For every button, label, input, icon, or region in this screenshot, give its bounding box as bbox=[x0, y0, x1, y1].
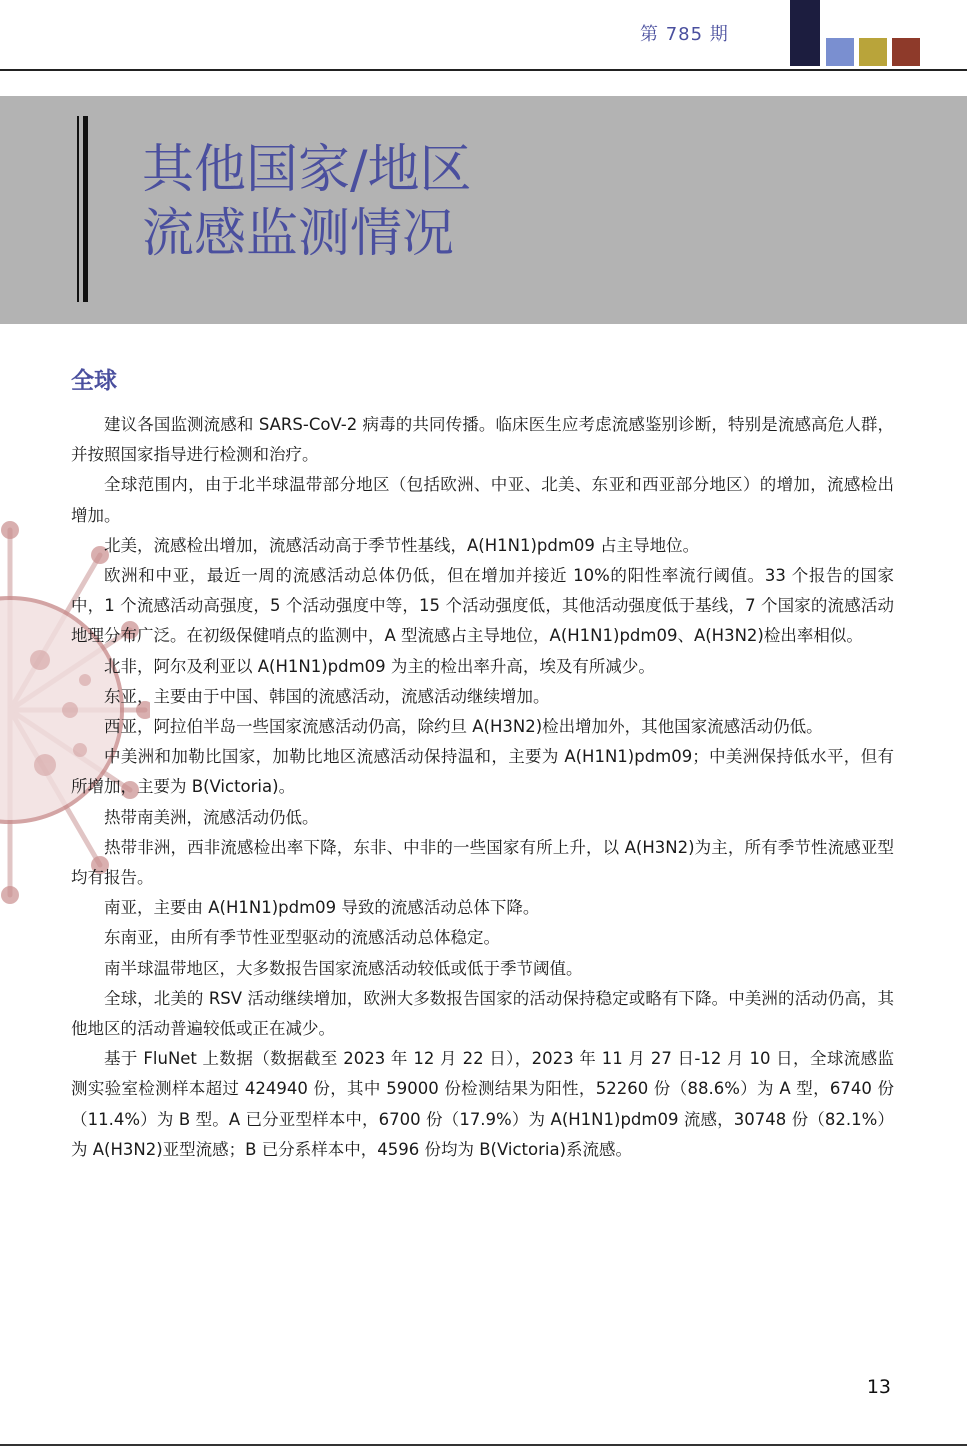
section-heading-global: 全球 bbox=[71, 368, 117, 394]
paragraph: 热带非洲，西非流感检出率下降，东非、中非的一些国家有所上升，以 A(H3N2)为主，所有季节性流感亚型均有报告。 bbox=[71, 837, 894, 888]
paragraph: 北美，流感检出增加，流感活动高于季节性基线，A(H1N1)pdm09 占主导地位。 bbox=[104, 535, 700, 555]
paragraph: 基于 FluNet 上数据（数据截至 2023 年 12 月 22 日），2023 年 11 月 27 日-12 月 10 日，全球流感监测实验室检测样本超过 424940 份，其中 59000 份检测结果为阳性，52260 份（88.6%）为 A 型，6740 份（11.4%）为 B 型。A 已分亚型样本中，6700 份（17.9%）为 A(H1N1)pdm09 流感，30748 份（82.1%）为 A(H3N2)亚型流感；B 已分系样本中，4596 份均为 B(Victoria)系流感。 bbox=[71, 1049, 894, 1159]
issue-number: 第 785 期 bbox=[640, 24, 729, 45]
paragraph: 全球，北美的 RSV 活动继续增加，欧洲大多数报告国家的活动保持稳定或略有下降。中美洲的活动仍高，其他地区的活动普遍较低或正在减少。 bbox=[71, 988, 894, 1039]
paragraph: 南半球温带地区，大多数报告国家流感活动较低或低于季节阈值。 bbox=[104, 958, 583, 978]
banner-accent-bar-thin bbox=[77, 116, 79, 302]
paragraph: 西亚，阿拉伯半岛一些国家流感活动仍高，除约旦 A(H3N2)检出增加外，其他国家流感活动仍低。 bbox=[104, 717, 823, 737]
paragraph: 建议各国监测流感和 SARS-CoV-2 病毒的共同传播。临床医生应考虑流感鉴别诊断，特别是流感高危人群，并按照国家指导进行检测和治疗。 bbox=[71, 415, 894, 465]
header-color-block-navy bbox=[790, 0, 820, 66]
title-banner bbox=[0, 96, 967, 324]
footer-divider bbox=[0, 1444, 967, 1446]
page-number: 13 bbox=[866, 1376, 891, 1398]
header-color-block-rust bbox=[892, 38, 920, 66]
paragraph: 中美洲和加勒比国家，加勒比地区流感活动保持温和，主要为 A(H1N1)pdm09；中美洲保持低水平，但有所增加，主要为 B(Victoria)。 bbox=[71, 747, 894, 797]
header-divider bbox=[0, 69, 967, 71]
article-body bbox=[71, 410, 894, 1165]
paragraph: 热带南美洲，流感活动仍低。 bbox=[104, 807, 319, 827]
paragraph: 南亚，主要由 A(H1N1)pdm09 导致的流感活动总体下降。 bbox=[104, 898, 540, 918]
page-title-line-1: 其他国家/地区 bbox=[142, 140, 472, 200]
page-title-line-2: 流感监测情况 bbox=[142, 204, 455, 264]
paragraph: 欧洲和中亚，最近一周的流感活动总体仍低，但在增加并接近 10%的阳性率流行阈值。33 个报告的国家中，1 个流感活动高强度，5 个活动强度中等，15 个活动强度低，其他活动强度低于基线，7 个国家的流感活动地理分布广泛。在初级保健哨点的监测中，A 型流感占主导地位，A(H1N1)pdm09、A(H3N2)检出率相似。 bbox=[71, 566, 894, 646]
paragraph: 全球范围内，由于北半球温带部分地区（包括欧洲、中亚、北美、东亚和西亚部分地区）的增加，流感检出增加。 bbox=[71, 475, 894, 525]
header-color-block-blue bbox=[826, 38, 854, 66]
page-title bbox=[142, 138, 472, 266]
paragraph: 东亚，主要由于中国、韩国的流感活动，流感活动继续增加。 bbox=[104, 686, 550, 706]
header-color-block-gold bbox=[859, 38, 887, 66]
banner-accent-bar-thick bbox=[83, 116, 88, 302]
paragraph: 东南亚，由所有季节性亚型驱动的流感活动总体稳定。 bbox=[104, 928, 500, 948]
paragraph: 北非，阿尔及利亚以 A(H1N1)pdm09 为主的检出率升高，埃及有所减少。 bbox=[104, 656, 655, 676]
